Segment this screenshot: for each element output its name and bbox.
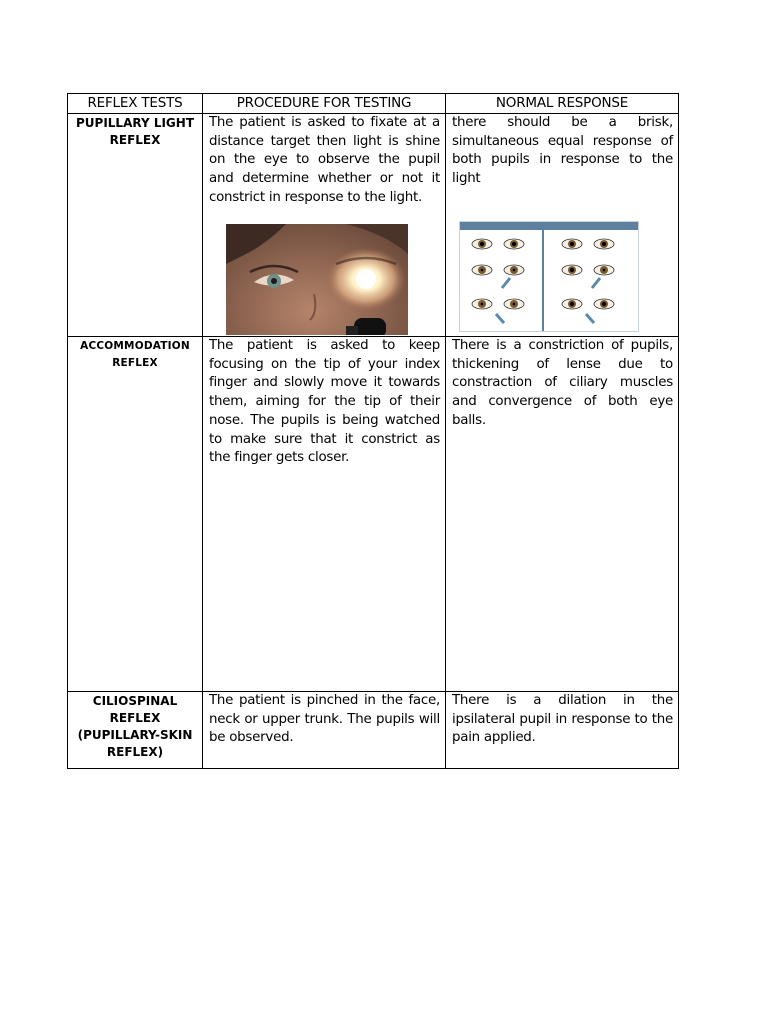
response-text: There is a constriction of pupils, thickening of lense due to constraction of ciliary muscles and convergence of both eye balls. [452, 338, 673, 428]
header-procedure: PROCEDURE FOR TESTING [203, 94, 446, 114]
eye-photo-graphic [226, 224, 408, 335]
test-name: CILIOSPINAL REFLEX (PUPILLARY-SKIN REFLEX) [77, 694, 193, 759]
test-name: ACCOMMODATION REFLEX [80, 340, 190, 369]
procedure-text: The patient is pinched in the face, neck or upper trunk. The pupils will be observed. [209, 693, 440, 746]
test-name: PUPILLARY LIGHT REFLEX [75, 116, 195, 147]
response-text: There is a dilation in the ipsilateral pupil in response to the pain applied. [452, 693, 673, 746]
procedure-text: The patient is asked to keep focusing on the tip of your index finger and slowly move it towards them, aiming for the tip of their nose. The pupils is being watched to make sure that it constrict as the finger gets closer. [209, 338, 440, 466]
response-cell [446, 337, 679, 692]
table-row [68, 114, 679, 337]
reflex-tests-table [67, 93, 679, 769]
table-row [68, 337, 679, 692]
penlight-eye-exam-photo [226, 224, 408, 335]
test-cell [68, 337, 203, 692]
test-cell [68, 692, 203, 769]
test-cell [68, 114, 203, 337]
procedure-cell [203, 337, 446, 692]
response-cell [446, 114, 679, 337]
procedure-cell [203, 692, 446, 769]
table-header-row [68, 94, 679, 114]
pupillary-reflex-eye-diagram [459, 221, 639, 332]
procedure-cell [203, 114, 446, 337]
procedure-text: The patient is asked to fixate at a distance target then light is shine on the eye to observe the pupil and determine whether or not it constrict in response to the light. [209, 115, 440, 205]
table-row [68, 692, 679, 769]
eye-diagram-graphic [460, 222, 638, 331]
header-normal-response: NORMAL RESPONSE [446, 94, 679, 114]
response-cell [446, 692, 679, 769]
response-text: there should be a brisk, simultaneous equal response of both pupils in response to the light [452, 115, 673, 187]
header-reflex-tests: REFLEX TESTS [68, 94, 203, 114]
